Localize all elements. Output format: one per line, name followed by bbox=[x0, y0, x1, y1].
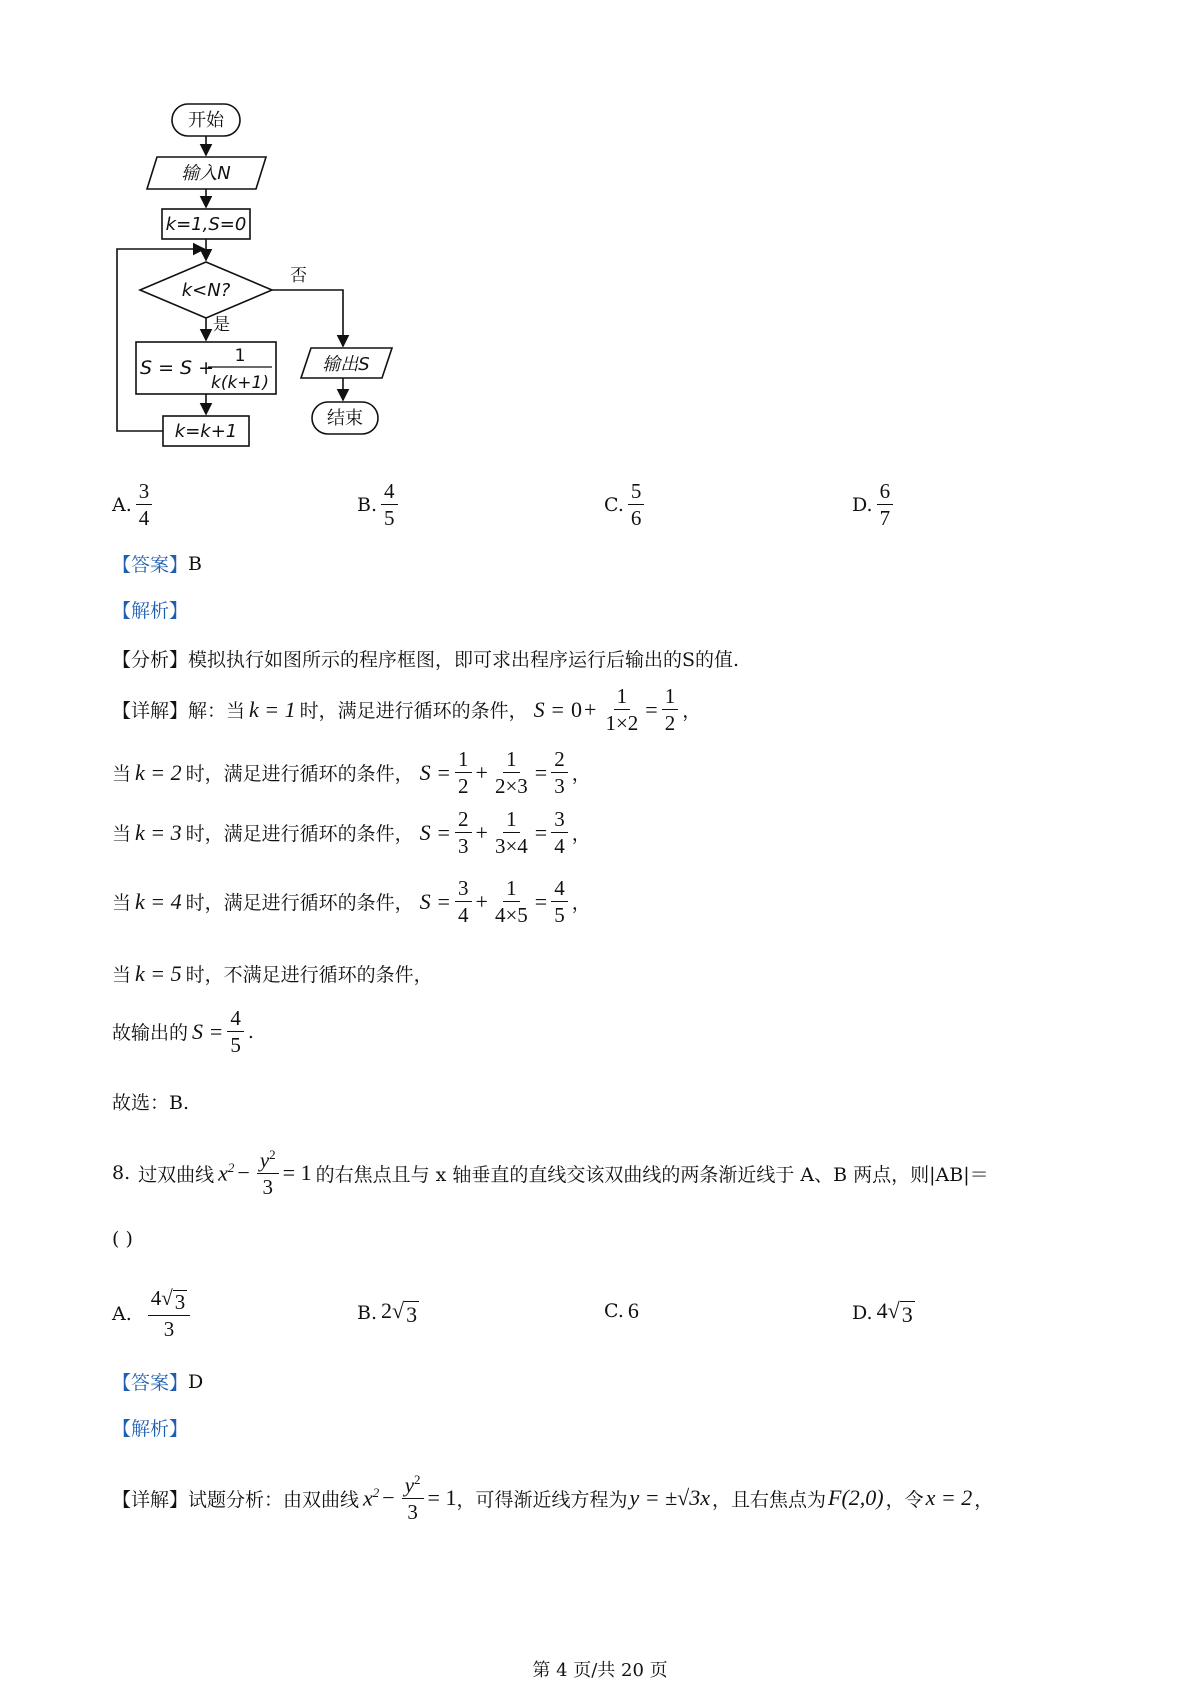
q8-analysis-heading: 【解析】 bbox=[112, 1418, 189, 1440]
no-label: 否 bbox=[290, 266, 307, 286]
q8-option-d: D. 4√ 3 bbox=[852, 1298, 913, 1327]
q7-step-3: 当 k = 3 时，满足进行循环的条件， S = $\frac{2}{3}$ + $\frac{1}{3\times 4}$ = $\frac{3}{4}$ ， bbox=[112, 807, 591, 859]
q8-blank: ( ) bbox=[112, 1228, 133, 1250]
q7-step-5: 当 k = 5 时，不满足进行循环的条件， bbox=[112, 960, 433, 986]
q7-step-4: 当 k = 4 时，满足进行循环的条件， S = $\frac{3}{4}$ + $\frac{1}{4\times 5}$ = $\frac{4}{5}$ ， bbox=[112, 876, 591, 928]
process-lhs: S = S + bbox=[140, 357, 215, 379]
start-label: 开始 bbox=[188, 110, 224, 131]
q7-option-c: C. $\frac{5}{6}$ bbox=[604, 480, 648, 529]
end-label: 结束 bbox=[327, 408, 363, 429]
q7-option-d: D. $\frac{6}{7}$ bbox=[852, 480, 897, 529]
q7-step-2: 当 k = 2 时，满足进行循环的条件， S = $\frac{1}{2}$ + $\frac{1}{2\times 3}$ = $\frac{2}{3}$ ， bbox=[112, 747, 591, 799]
process-num: 1 bbox=[234, 346, 246, 366]
q7-answer: 【答案】 B bbox=[112, 552, 202, 576]
q7-option-a: A. $\frac{3}{4}$ bbox=[112, 480, 156, 529]
increment-label: k=k+1 bbox=[174, 421, 238, 442]
condition-label: k<N? bbox=[181, 280, 231, 301]
program-flowchart bbox=[0, 0, 420, 470]
q8-answer: 【答案】 D bbox=[112, 1370, 204, 1394]
q7-choice: 故选：B. bbox=[112, 1092, 190, 1114]
q8-option-a: A. 4√ 3 3 bbox=[112, 1287, 194, 1340]
q8-option-c: C. 6 bbox=[604, 1298, 639, 1323]
q7-analysis-heading: 【解析】 bbox=[112, 600, 189, 622]
q8-option-b: B. 2√ 3 bbox=[357, 1298, 418, 1327]
q7-conclusion: 故输出的 S = $\frac{4}{5}$ . bbox=[112, 1006, 254, 1058]
output-label: 输出S bbox=[322, 354, 370, 375]
page-footer: 第 4 页/共 20 页 bbox=[532, 1660, 668, 1681]
init-label: k=1,S=0 bbox=[165, 214, 247, 235]
q7-step-1: 【详解】 解：当 k = 1 时，满足进行循环的条件， S = 0 + $\frac{1}{1\times 2}$ = $\frac{1}{2}$ ， bbox=[112, 684, 702, 736]
process-den: k(k+1) bbox=[210, 373, 270, 393]
q7-option-b: B. $\frac{4}{5}$ bbox=[357, 480, 402, 529]
q8-detail: 【详解】 试题分析：由双曲线 $x^2$ − $\frac{y^2}{3}$ = 1 ，可得渐近线方程为 y = ±√3x ，且右焦点为 F(2,0) ，令 x = 2 ， bbox=[112, 1472, 994, 1525]
q7-fenxi: 【分析】 模拟执行如图所示的程序框图，即可求出程序运行后输出的S的值. bbox=[112, 649, 740, 671]
q8-stem: 8. 过双曲线 $x^2$ − $\frac{y^2}{3}$ = 1 的右焦点且与 x 轴垂直的直线交该双曲线的两条渐近线于 A、B 两点，则|AB|＝ bbox=[112, 1147, 989, 1200]
yes-label: 是 bbox=[213, 315, 230, 335]
input-label: 输入N bbox=[181, 163, 231, 184]
